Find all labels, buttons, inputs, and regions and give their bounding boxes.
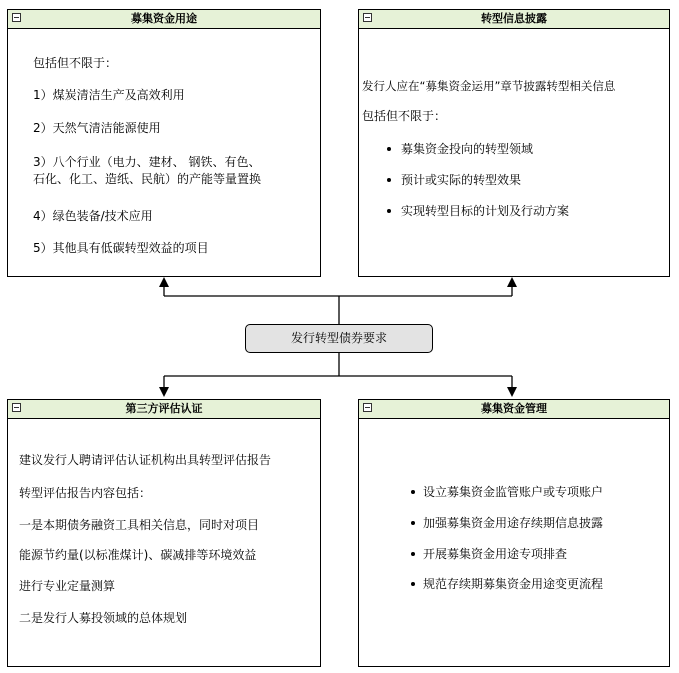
list-item: 募集资金投向的转型领域	[401, 142, 534, 156]
assessment-text: 二是发行人募投领域的总体规划	[19, 611, 188, 625]
assessment-text: 进行专业定量测算	[19, 579, 116, 593]
intro-text: 包括但不限于：	[33, 56, 118, 70]
list-item: 4）绿色装备/技术应用	[33, 209, 153, 223]
list-item: 开展募集资金用途专项排查	[423, 547, 568, 561]
bullet-icon	[411, 490, 415, 494]
panel-header	[359, 400, 669, 419]
disclosure-text: 发行人应在“募集资金运用”章节披露转型相关信息	[362, 79, 616, 93]
list-item: 实现转型目标的计划及行动方案	[401, 204, 570, 218]
panel-title: 募集资金用途	[131, 12, 197, 25]
list-item: 设立募集资金监管账户或专项账户	[423, 485, 604, 499]
bullet-icon	[411, 552, 415, 556]
panel-title: 第三方评估认证	[125, 402, 203, 415]
arrowhead-up-left	[159, 277, 169, 287]
panel-header	[8, 400, 320, 419]
panel-use-of-funds	[7, 9, 321, 277]
list-item: 规范存续期募集资金用途变更流程	[423, 577, 604, 591]
list-item: 预计或实际的转型效果	[401, 173, 522, 187]
arrowhead-down-left	[159, 387, 169, 397]
panel-third-party-assessment	[7, 399, 321, 667]
panel-header	[8, 10, 320, 29]
arrowhead-down-right	[507, 387, 517, 397]
center-node: 发行转型债券要求	[245, 324, 433, 353]
panel-disclosure	[358, 9, 670, 277]
bullet-icon	[411, 582, 415, 586]
bullet-icon	[387, 147, 391, 151]
list-item: 3）八个行业（电力、建材、 钢铁、有色、	[33, 155, 261, 169]
list-item: 2）天然气清洁能源使用	[33, 121, 161, 135]
panel-title: 募集资金管理	[481, 402, 547, 415]
disclosure-text: 包括但不限于：	[362, 109, 447, 123]
bullet-icon	[411, 521, 415, 525]
panel-header	[359, 10, 669, 29]
assessment-text: 一是本期债务融资工具相关信息，同时对项目	[19, 518, 260, 532]
assessment-text: 能源节约量(以标准煤计)、碳减排等环境效益	[19, 548, 257, 562]
list-item: 5）其他具有低碳转型效益的项目	[33, 241, 209, 255]
bullet-icon	[387, 178, 391, 182]
arrowhead-up-right	[507, 277, 517, 287]
panel-fund-management	[358, 399, 670, 667]
bullet-icon	[387, 209, 391, 213]
assessment-text: 建议发行人聘请评估认证机构出具转型评估报告	[19, 453, 272, 467]
panel-title: 转型信息披露	[481, 12, 547, 25]
list-item: 1）煤炭清洁生产及高效利用	[33, 88, 185, 102]
assessment-text: 转型评估报告内容包括：	[19, 486, 152, 500]
list-item: 加强募集资金用途存续期信息披露	[423, 516, 604, 530]
list-item-continuation: 石化、化工、造纸、民航）的产能等量置换	[33, 172, 262, 186]
